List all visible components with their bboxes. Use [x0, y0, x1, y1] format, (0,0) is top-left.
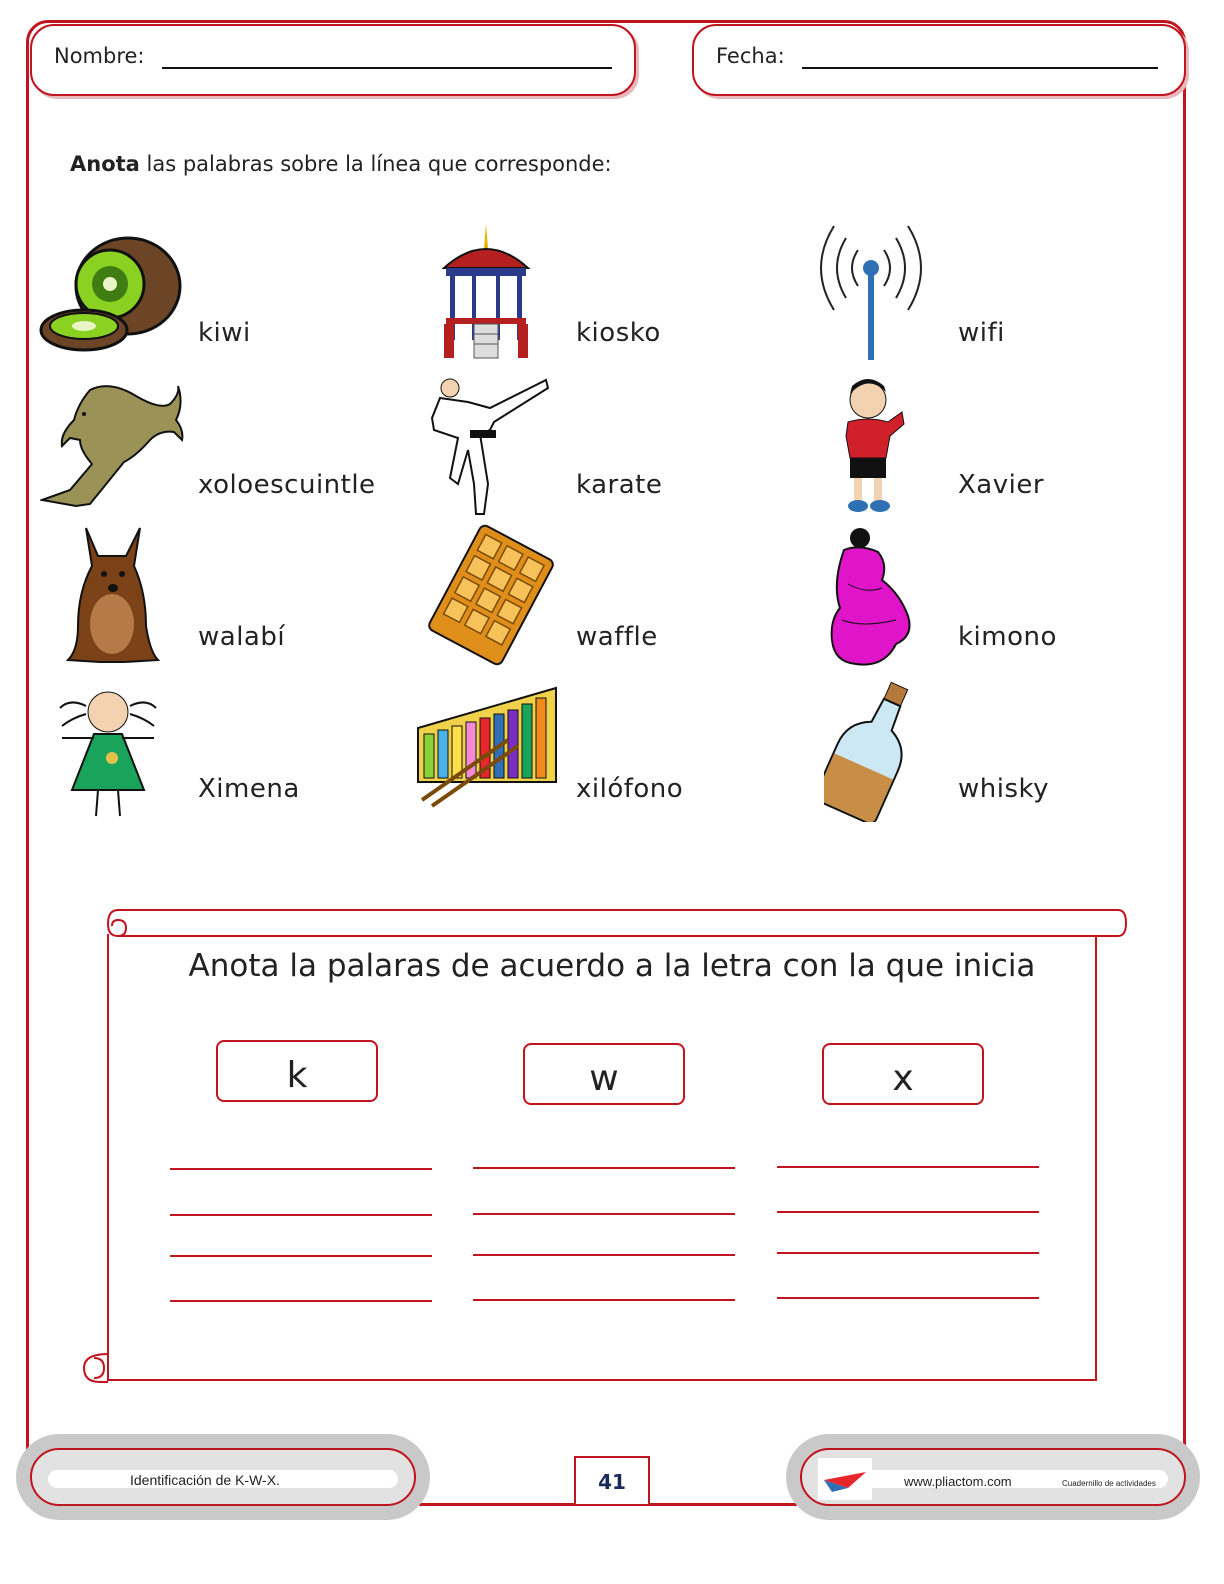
word-xilofono: xilófono: [576, 774, 684, 804]
answer-line[interactable]: [170, 1214, 432, 1216]
date-line[interactable]: [802, 67, 1158, 69]
xylophone-icon: [416, 684, 560, 810]
answer-line[interactable]: [473, 1254, 735, 1256]
instruction-rest: las palabras sobre la línea que corresponde:: [139, 152, 612, 176]
instruction-text: [70, 152, 612, 176]
answer-line[interactable]: [777, 1297, 1039, 1299]
instruction-bold: Anota: [70, 152, 140, 176]
date-field-box: [692, 24, 1186, 96]
answer-line[interactable]: [170, 1255, 432, 1257]
footer-subtitle: Cuadernillo de actividades: [1062, 1479, 1156, 1488]
wifi-icon: [812, 220, 930, 366]
word-waffle: waffle: [576, 622, 658, 652]
kiwi-icon: [38, 232, 184, 356]
sort-title: Anota la palaras de acuerdo a la letra con la que inicia: [188, 948, 1036, 984]
letter-box-w: w: [523, 1043, 685, 1105]
word-karate: karate: [576, 470, 663, 500]
word-whisky: whisky: [958, 774, 1050, 804]
letter-box-k: k: [216, 1040, 378, 1102]
answer-line[interactable]: [777, 1211, 1039, 1213]
dog-icon: [40, 380, 186, 508]
logo-icon: [818, 1458, 872, 1500]
word-kiosko: kiosko: [576, 318, 661, 348]
footer-topic: Identificación de K-W-X.: [130, 1472, 280, 1488]
boy-icon: [836, 374, 908, 516]
date-label: Fecha:: [716, 44, 785, 68]
word-kimono: kimono: [958, 622, 1057, 652]
name-line[interactable]: [162, 67, 612, 69]
footer-website[interactable]: www.pliactom.com: [904, 1474, 1012, 1489]
kiosk-icon: [436, 222, 536, 362]
waffle-icon: [428, 524, 554, 666]
girl-icon: [56, 678, 162, 822]
letter-box-x: x: [822, 1043, 984, 1105]
answer-line[interactable]: [777, 1166, 1039, 1168]
bottle-icon: [824, 678, 918, 822]
word-xoloescuintle: xoloescuintle: [198, 470, 376, 500]
answer-line[interactable]: [473, 1213, 735, 1215]
karate-icon: [428, 374, 552, 518]
answer-line[interactable]: [170, 1168, 432, 1170]
answer-line[interactable]: [777, 1252, 1039, 1254]
kimono-icon: [826, 524, 916, 670]
word-walabi: walabí: [198, 622, 286, 652]
page-number: 41: [574, 1456, 650, 1506]
word-xavier: Xavier: [958, 470, 1045, 500]
word-kiwi: kiwi: [198, 318, 251, 348]
wallaby-icon: [64, 526, 160, 668]
answer-line[interactable]: [473, 1299, 735, 1301]
name-field-box: [30, 24, 636, 96]
name-label: Nombre:: [54, 44, 145, 68]
answer-line[interactable]: [170, 1300, 432, 1302]
answer-line[interactable]: [473, 1167, 735, 1169]
word-wifi: wifi: [958, 318, 1005, 348]
word-ximena: Ximena: [198, 774, 300, 804]
